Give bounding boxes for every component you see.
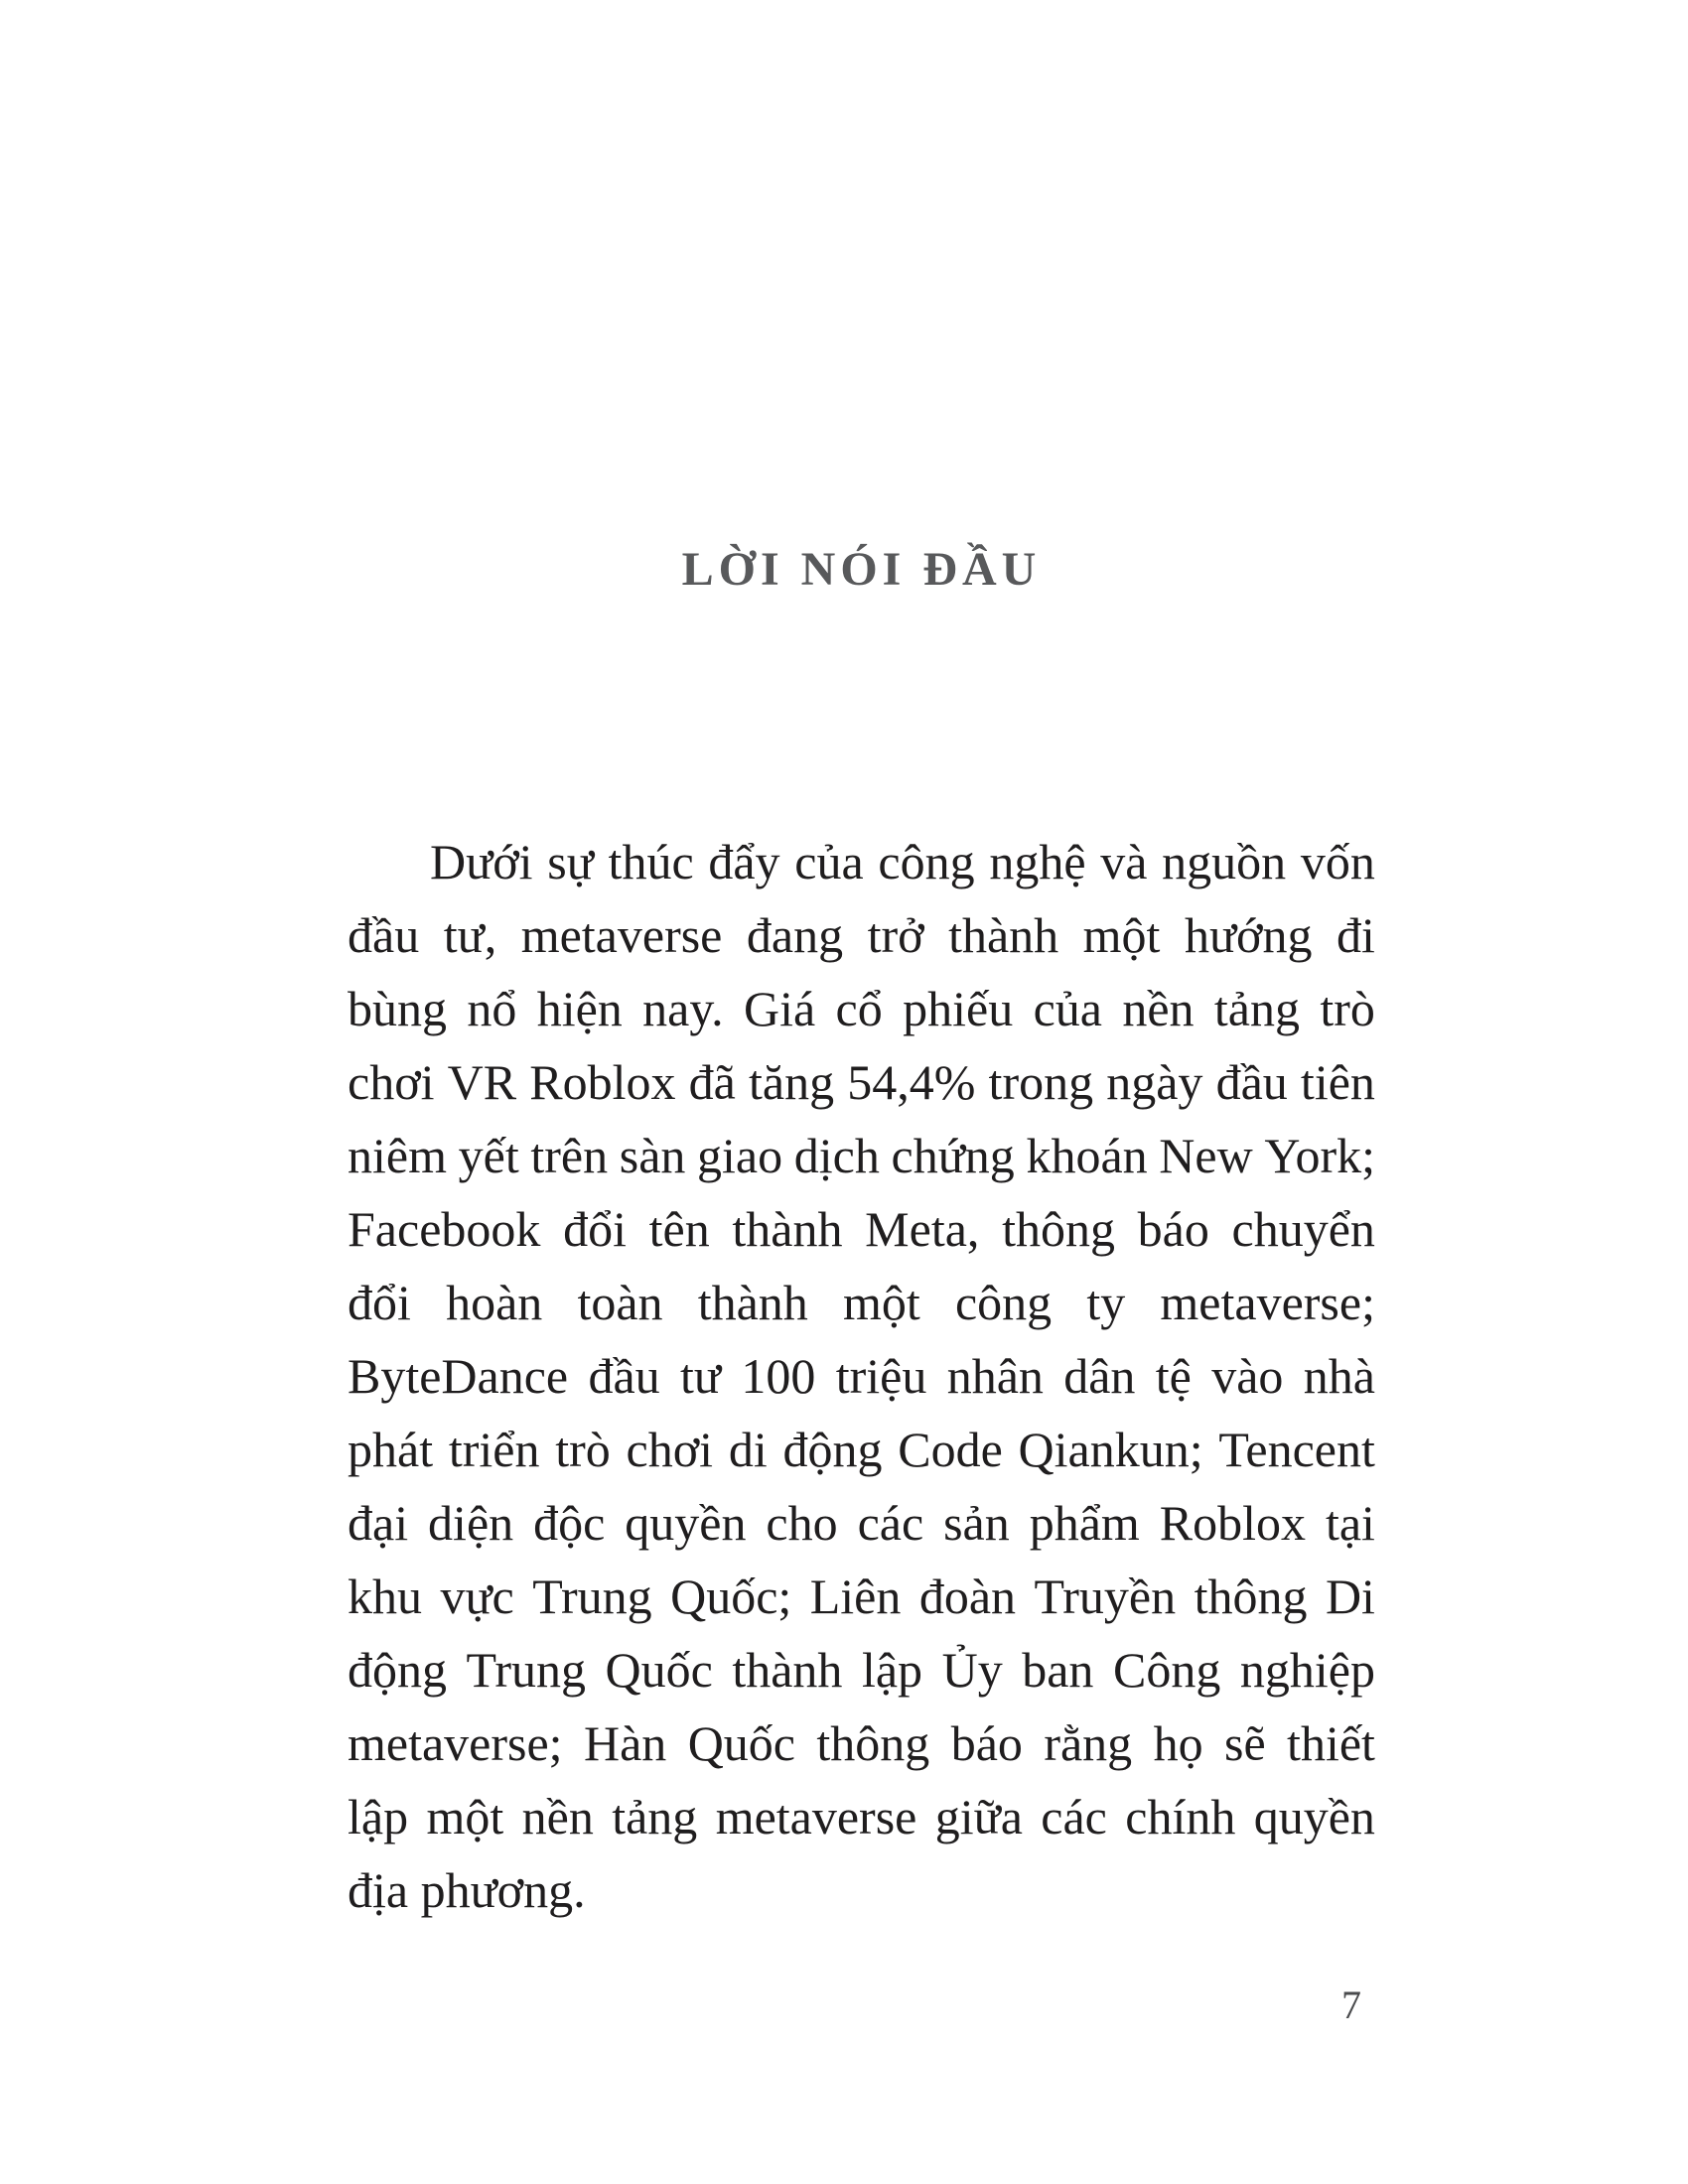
word: trong xyxy=(988,1054,1094,1110)
word: đầu xyxy=(1215,1054,1288,1110)
word: nhà xyxy=(1303,1348,1375,1404)
word: thông xyxy=(816,1715,930,1771)
paragraph-line xyxy=(348,1045,1375,1119)
word: trở xyxy=(867,907,924,963)
word: tảng xyxy=(612,1789,698,1844)
word: thiết xyxy=(1287,1715,1375,1771)
word: ngày xyxy=(1106,1054,1203,1110)
word: Di xyxy=(1325,1569,1375,1624)
word: trò xyxy=(555,1422,611,1477)
paragraph-line xyxy=(348,1119,1375,1192)
word: VR xyxy=(447,1054,517,1110)
paragraph-line xyxy=(348,1192,1375,1266)
word: nguồn xyxy=(1162,834,1287,889)
word: chơi xyxy=(348,1054,435,1110)
word: Quốc xyxy=(687,1715,795,1771)
word: tên xyxy=(648,1201,710,1257)
word: 54,4% xyxy=(847,1054,976,1110)
word: thành xyxy=(732,1201,843,1257)
word: metaverse xyxy=(715,1789,917,1844)
word: Meta, xyxy=(865,1201,980,1257)
word: phẩm xyxy=(1029,1495,1140,1551)
word: sàn xyxy=(619,1128,686,1183)
word: vực xyxy=(440,1569,514,1624)
page-title: LỜI NÓI ĐẦU xyxy=(681,543,1042,596)
word: chính xyxy=(1125,1789,1236,1844)
word: đoàn xyxy=(918,1569,1017,1624)
word: lập xyxy=(861,1642,923,1698)
word: tệ xyxy=(1155,1348,1192,1404)
paragraph-line xyxy=(348,972,1375,1045)
word: hướng xyxy=(1184,907,1313,963)
paragraph-line xyxy=(348,825,1375,898)
word: trên xyxy=(530,1128,609,1183)
paragraph-line xyxy=(348,1413,1375,1486)
paragraph-line: địa phương. xyxy=(348,1862,586,1918)
word: ByteDance xyxy=(348,1348,569,1404)
word: lập xyxy=(348,1789,409,1844)
word: chứng xyxy=(891,1128,1015,1183)
word: sự xyxy=(547,834,594,889)
preface-paragraph xyxy=(348,825,1375,1927)
word: dân xyxy=(1063,1348,1136,1404)
word: đổi xyxy=(348,1275,411,1330)
paragraph-line xyxy=(348,1339,1375,1413)
word: đầu xyxy=(588,1348,660,1404)
word: sẽ xyxy=(1223,1715,1266,1771)
word: diện xyxy=(428,1495,514,1551)
word: Roblox xyxy=(1159,1495,1306,1551)
word: rằng xyxy=(1044,1715,1133,1771)
word: đi xyxy=(1336,907,1375,963)
word: bùng xyxy=(348,981,447,1036)
word: Liên xyxy=(809,1569,902,1624)
word: nhân xyxy=(946,1348,1044,1404)
word: Giá xyxy=(743,981,816,1036)
word: nền xyxy=(1122,981,1195,1036)
word: và xyxy=(1100,834,1148,889)
word: quyền xyxy=(1253,1789,1375,1844)
word: khu xyxy=(348,1569,422,1624)
word: nền xyxy=(521,1789,594,1844)
word: dịch xyxy=(793,1128,880,1183)
paragraph-line xyxy=(348,1486,1375,1560)
word: khoán xyxy=(1026,1128,1148,1183)
word: New xyxy=(1159,1128,1253,1183)
word: metaverse xyxy=(520,907,723,963)
word: Trung xyxy=(532,1569,652,1624)
word: tại xyxy=(1325,1495,1375,1551)
word: đổi xyxy=(563,1201,627,1257)
word: chuyển xyxy=(1231,1201,1375,1257)
word: toàn xyxy=(577,1275,663,1330)
word: đang xyxy=(746,907,844,963)
word: quyền xyxy=(625,1495,747,1551)
word: thông xyxy=(1194,1569,1308,1624)
word: Qiankun; xyxy=(1018,1422,1203,1477)
word: thành xyxy=(948,907,1059,963)
word: ty xyxy=(1086,1275,1126,1330)
word: chơi xyxy=(626,1422,714,1477)
word: cổ xyxy=(835,981,883,1036)
word: metaverse; xyxy=(348,1715,563,1771)
word: báo xyxy=(1137,1201,1209,1257)
word: thông xyxy=(1002,1201,1115,1257)
word: Roblox xyxy=(529,1054,676,1110)
word: đẩy xyxy=(708,834,780,889)
word: đại xyxy=(348,1495,409,1551)
word: phát xyxy=(348,1422,434,1477)
word: tảng xyxy=(1213,981,1300,1036)
word: nghiệp xyxy=(1239,1642,1375,1698)
word: triển xyxy=(448,1422,540,1477)
word: công xyxy=(878,834,975,889)
word: cho xyxy=(766,1495,838,1551)
word: sản xyxy=(943,1495,1010,1551)
word: của xyxy=(794,834,864,889)
word: Công xyxy=(1112,1642,1221,1698)
paragraph-line xyxy=(348,1780,1375,1853)
word: Trung xyxy=(466,1642,586,1698)
word: hiện xyxy=(536,981,623,1036)
word: công xyxy=(954,1275,1053,1330)
word: các xyxy=(857,1495,924,1551)
word: đã xyxy=(688,1054,736,1110)
word: hoàn xyxy=(446,1275,543,1330)
word: Ủy xyxy=(941,1642,1003,1698)
word: 100 xyxy=(741,1348,816,1404)
word: tiên xyxy=(1300,1054,1375,1110)
word: Hàn xyxy=(583,1715,667,1771)
word: của xyxy=(1033,981,1102,1036)
word: thúc xyxy=(608,834,694,889)
word: nghệ xyxy=(989,834,1086,889)
word: Tencent xyxy=(1218,1422,1375,1477)
word: vốn xyxy=(1300,834,1375,889)
word: York; xyxy=(1264,1128,1375,1183)
word: Truyền xyxy=(1034,1569,1177,1624)
paragraph-line xyxy=(348,1266,1375,1339)
word: độc xyxy=(533,1495,606,1551)
word: nổ xyxy=(467,981,517,1036)
word: nay. xyxy=(642,981,724,1036)
word: tư xyxy=(680,1348,722,1404)
paragraph-line xyxy=(348,1560,1375,1633)
word: Quốc xyxy=(605,1642,713,1698)
word: Code xyxy=(898,1422,1003,1477)
word: động xyxy=(782,1422,883,1477)
word: động xyxy=(348,1642,447,1698)
word: tư, xyxy=(443,907,497,963)
word: Quốc; xyxy=(670,1569,792,1624)
paragraph-line xyxy=(348,898,1375,972)
word: thành xyxy=(697,1275,808,1330)
word: Dưới xyxy=(430,834,533,889)
word: metaverse; xyxy=(1160,1275,1375,1330)
word: triệu xyxy=(835,1348,927,1404)
word: họ xyxy=(1153,1715,1203,1771)
word: ban xyxy=(1022,1642,1094,1698)
word: đầu xyxy=(348,907,420,963)
word: giữa xyxy=(934,1789,1023,1844)
word: trò xyxy=(1320,981,1375,1036)
word: di xyxy=(728,1422,768,1477)
word: báo xyxy=(950,1715,1023,1771)
word: vào xyxy=(1211,1348,1284,1404)
word: các xyxy=(1041,1789,1107,1844)
word: một xyxy=(1082,907,1161,963)
word: một xyxy=(842,1275,920,1330)
word: niêm xyxy=(348,1128,447,1183)
word: phiếu xyxy=(903,981,1014,1036)
word: Facebook xyxy=(348,1201,541,1257)
word: yết xyxy=(458,1128,519,1183)
paragraph-line xyxy=(348,1633,1375,1706)
word: thành xyxy=(732,1642,843,1698)
word: một xyxy=(426,1789,504,1844)
word: giao xyxy=(697,1128,783,1183)
word: tăng xyxy=(749,1054,835,1110)
paragraph-line xyxy=(348,1706,1375,1780)
page-number: 7 xyxy=(1341,1982,1361,2027)
